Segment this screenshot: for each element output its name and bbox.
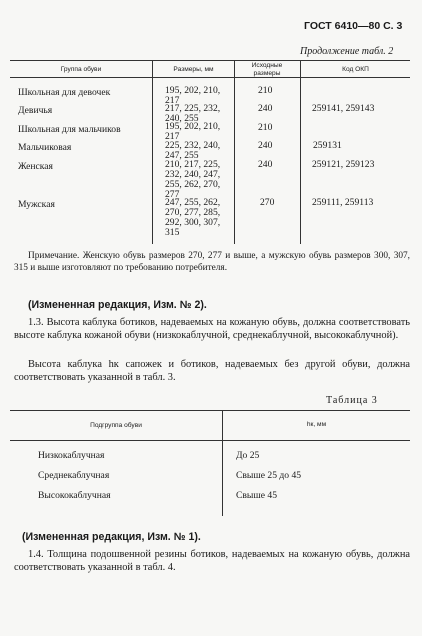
table2-header-group: Группа обуви <box>60 66 102 73</box>
table2-col-divider-2 <box>234 60 235 244</box>
table2-row-group: Мальчиковая <box>18 142 72 153</box>
table2-row-base: 240 <box>258 103 273 114</box>
table2-row-group: Женская <box>18 161 53 172</box>
revision-note-2: (Измененная редакция, Изм. № 1). <box>22 531 201 543</box>
table3-row-group: Среднекаблучная <box>38 470 110 481</box>
table2-col-divider-3 <box>300 60 301 244</box>
table2-header-base: Исходные размеры <box>251 62 283 77</box>
table2-row-okp: 259121, 259123 <box>312 159 375 170</box>
table3-row-group: Низкокаблучная <box>38 450 105 461</box>
table2-row-okp: 259141, 259143 <box>312 103 375 114</box>
paragraph-1-4: 1.4. Толщина подошвенной резины ботиков, надеваемых на кожаную обувь, должна соответствовать указанной в табл. 4. <box>14 549 410 574</box>
table3-row-value: Свыше 45 <box>236 490 278 501</box>
page-header: ГОСТ 6410—80 С. 3 <box>304 20 403 32</box>
table2-row-group: Девичья <box>18 105 53 116</box>
table2-row-base: 240 <box>258 159 273 170</box>
table2-row-base: 270 <box>260 197 275 208</box>
table3-header-hk: hк, мм <box>306 421 327 428</box>
table3-row-value: До 25 <box>236 450 260 461</box>
table3-header-rule <box>10 440 410 441</box>
table3-header-group: Подгруппа обуви <box>90 422 142 429</box>
table2-row-group: Мужская <box>18 199 55 210</box>
paragraph-heel-height: Высота каблука hк сапожек и ботиков, надеваемых без другой обуви, должна соответствовать указанной в табл. 3. <box>14 359 410 384</box>
table2-row-sizes: 217, 225, 232, 240, 255 <box>165 103 221 124</box>
paragraph-1-3: 1.3. Высота каблука ботиков, надеваемых на кожаную обувь, должна соответствовать высоте каблука кожаной обуви (низкокаблучной, среднекаблучной, высококаблучной). <box>14 317 410 342</box>
table2-row-base: 240 <box>258 140 273 151</box>
table2-header-rule <box>10 77 410 78</box>
table2-header-okp: Код ОКП <box>342 66 369 73</box>
table2-row-sizes: 210, 217, 225, 232, 240, 247, 255, 262, 270, 277 <box>165 159 221 200</box>
table2-row-base: 210 <box>258 85 273 96</box>
table3-title: Таблица 3 <box>326 395 378 406</box>
table3-row-value: Свыше 25 до 45 <box>236 470 302 481</box>
table2-row-group: Школьная для девочек <box>18 87 111 98</box>
table2-continuation: Продолжение табл. 2 <box>300 46 394 57</box>
table2-row-sizes: 247, 255, 262, 270, 277, 285, 292, 300, 307, 315 <box>165 197 221 238</box>
table2-col-divider-1 <box>152 60 153 244</box>
table2-row-sizes: 195, 202, 210, 217 <box>165 121 221 142</box>
revision-note-1: (Измененная редакция, Изм. № 2). <box>28 299 207 311</box>
table2-row-okp: 259111, 259113 <box>312 197 374 208</box>
table2-header-sizes: Размеры, мм <box>173 66 214 73</box>
table2-row-sizes: 195, 202, 210, 217 <box>165 85 221 106</box>
table3-row-group: Высококаблучная <box>38 490 111 501</box>
table3-top-rule <box>10 410 410 411</box>
table2-note: Примечание. Женскую обувь размеров 270, 277 и выше, а мужскую обувь размеров 300, 307, 315 и выше изготовляют по требованию потребителя. <box>14 251 410 273</box>
table2-row-base: 210 <box>258 122 273 133</box>
table2-row-group: Школьная для мальчиков <box>18 124 121 135</box>
table2-row-okp: 259131 <box>313 140 342 151</box>
table2-row-sizes: 225, 232, 240, 247, 255 <box>165 140 221 161</box>
table2-top-rule <box>10 60 410 61</box>
